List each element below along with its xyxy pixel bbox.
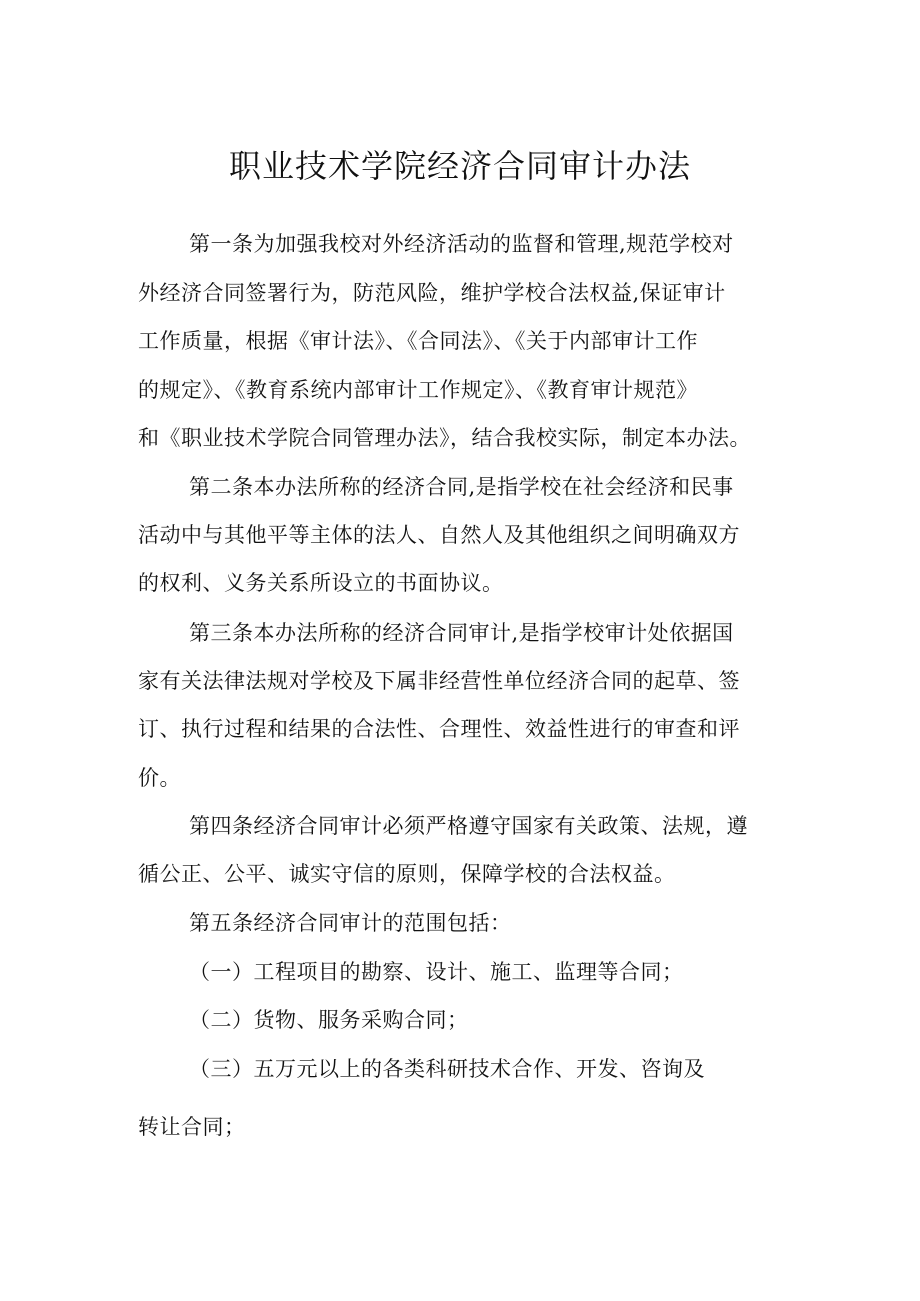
article-2-line-2: 活动中与其他平等主体的法人、自然人及其他组织之间明确双方 <box>138 523 740 547</box>
article-1-line-1: 第一条为加强我校对外经济活动的监督和管理,规范学校对 <box>189 232 734 256</box>
article-1-line-2: 外经济合同签署行为，防范风险，维护学校合法权益,保证审计 <box>138 281 726 305</box>
article-2-line-1: 第二条本办法所称的经济合同,是指学校在社会经济和民事 <box>189 475 734 499</box>
article-4-line-1: 第四条经济合同审计必须严格遵守国家有关政策、法规，遵 <box>189 814 748 838</box>
article-5-item-2: （二）货物、服务采购合同； <box>189 1008 469 1032</box>
article-3-line-2: 家有关法律法规对学校及下属非经营性单位经济合同的起草、签 <box>138 669 740 693</box>
article-3-line-4: 价。 <box>138 766 181 790</box>
article-5-item-1: （一）工程项目的勘察、设计、施工、监理等合同； <box>189 960 684 984</box>
article-3-line-3: 订、执行过程和结果的合法性、合理性、效益性进行的审查和评 <box>138 717 740 741</box>
article-3-line-1: 第三条本办法所称的经济合同审计,是指学校审计处依据国 <box>189 621 734 645</box>
article-4-line-2: 循公正、公平、诚实守信的原则，保障学校的合法权益。 <box>138 862 676 886</box>
article-5-heading: 第五条经济合同审计的范围包括： <box>189 911 512 935</box>
article-1-line-4: 的规定》、《教育系统内部审计工作规定》、《教育审计规范》 <box>138 378 698 402</box>
document-title: 职业技术学院经济合同审计办法 <box>228 147 691 185</box>
article-5-item-3-continued: 转让合同； <box>138 1115 246 1139</box>
article-5-item-3: （三）五万元以上的各类科研技术合作、开发、咨询及 <box>189 1057 705 1081</box>
article-2-line-3: 的权利、义务关系所设立的书面协议。 <box>138 571 504 595</box>
article-1-line-5: 和《职业技术学院合同管理办法》，结合我校实际，制定本办法。 <box>138 426 751 450</box>
article-1-line-3: 工作质量，根据《审计法》、《合同法》、《关于内部审计工作 <box>138 329 698 353</box>
